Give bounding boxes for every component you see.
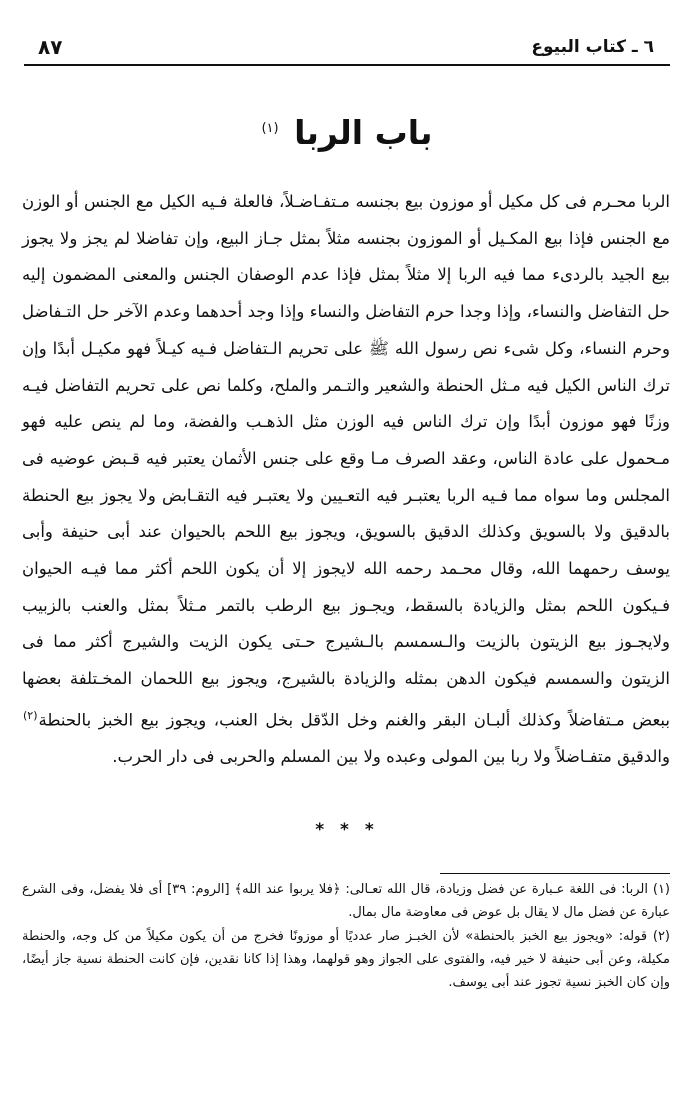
page-header (24, 34, 670, 64)
footnote-rule (440, 873, 670, 874)
page-number: ٨٧ (38, 35, 63, 59)
footnotes (22, 878, 670, 994)
main-text (22, 184, 670, 776)
body-footnote-ref: (٢) (23, 708, 38, 722)
chapter-title (0, 108, 694, 154)
footnote-2: (٢) قوله: «ويجوز بيع الخبز بالحنطة» لأن الخبـز صار عدديًا أو موزونًا فخرج من أن يكون مكيلاً من كل وجه، والحنطة مكيلة، وعن أبى حنيفة لا خير فيه، والفتوى على الجواز وهو قولهما، وهذا إذا كانا نقدين، فإن كانت الحنطة نسية جاز أيضًا، وإن كان الخبز نسية تجوز عند أبى يوسف. (22, 928, 670, 991)
section-separator: * * * (315, 820, 379, 840)
running-header-title: ٦ ـ كتاب البيوع (531, 37, 654, 57)
main-text-part-1: الربا محـرم فى كل مكيل أو موزون بيع بجنسه مـتفـاضـلاً، فالعلة فـيه الكيل مع الجنس أو الوزن مع الجنس فإذا بيع المكـيل أو الموزون بجنسه مثلاً بمثل جـاز البيع، وإن تفاضلا لم يجز ولا يجوز بيع الجيد بالردىء مما فيه الربا إلا مثلاً بمثل فإذا عدم الوصفان الجنس والمعنى المضمون إليه حل التفاضل والنساء، وإذا وجدا حرم التفاضل والنساء وإذا وجد أحدهما وعدم الآخر حل التـفاضل وحرم النساء، وكل شىء نص رسول الله ﷺ على تحريم الـتفاضل فـيه كيـلاً فهو مكيـل أبدًا وإن ترك الناس الكيل فيه مـثل الحنطة والشعير والتـمر والملح، وكلما نص على تحريم التفاضل فيـه وزنًا فهو موزون أبدًا وإن ترك الناس فيه الوزن مثل الذهـب والفضة، وما لم ينص عليه فهو مـحمول على عادة الناس، وعقد الصرف مـا وقع على جنس الأثمان يعتبر فيه قـبض عوضيه فى المجلس وما سواه مما فـيه الربا يعتبـر فيه التعـيين ولا يعتبـر فيه التقـابض ولا يجوز بيع الحنطة بالدقيق ولا بالسويق وكذلك الدقيق بالسويق، ويجوز بيع اللحم بالحيوان عند أبى حنيفة وأبى يوسف رحمهما الله، وقال محـمد رحمه الله لايجوز إلا أن يكون اللحم أكثر مما فيـه الحيوان فـيكون اللحم بمثل والزيادة بالسقط، ويجـوز بيع الرطب بالتمر مـثلاً بمثل والعنب بالزبيب ولايجـوز بيع الزيتون بالزيت والـسمسم بالـشيرج حـتى يكون الزيت والشيرج أكثر مما فى الزيتون والسمسم فيكون الدهن بمثله والزيادة بالشيرج، ويجوز بيع اللحمان المخـتلفة بعضها ببعض مـتفاضلاً وكذلك ألبـان البقر والغنم وخل الدّقل بخل العنب، ويجوز بيع الخبز بالحنطة (22, 192, 670, 730)
chapter-title-text: باب الربا (294, 113, 433, 152)
main-text-part-2: والدقيق متفـاضلاً ولا ربا بين المولى وعبده ولا بين المسلم والحربى فى دار الحرب. (112, 747, 670, 767)
footnote-1: (١) الربا: فى اللغة عـبارة عن فضل وزيادة، قال الله تعـالى: ﴿فلا يربوا عند الله﴾ [الروم: ٣٩] أى فلا يفضل، وفى الشرع عبارة عن فضل مال لا يقال بل عوض فى معاوضة مال بمال. (22, 882, 670, 921)
header-rule (24, 64, 670, 66)
chapter-footnote-ref: (١) (261, 121, 279, 136)
